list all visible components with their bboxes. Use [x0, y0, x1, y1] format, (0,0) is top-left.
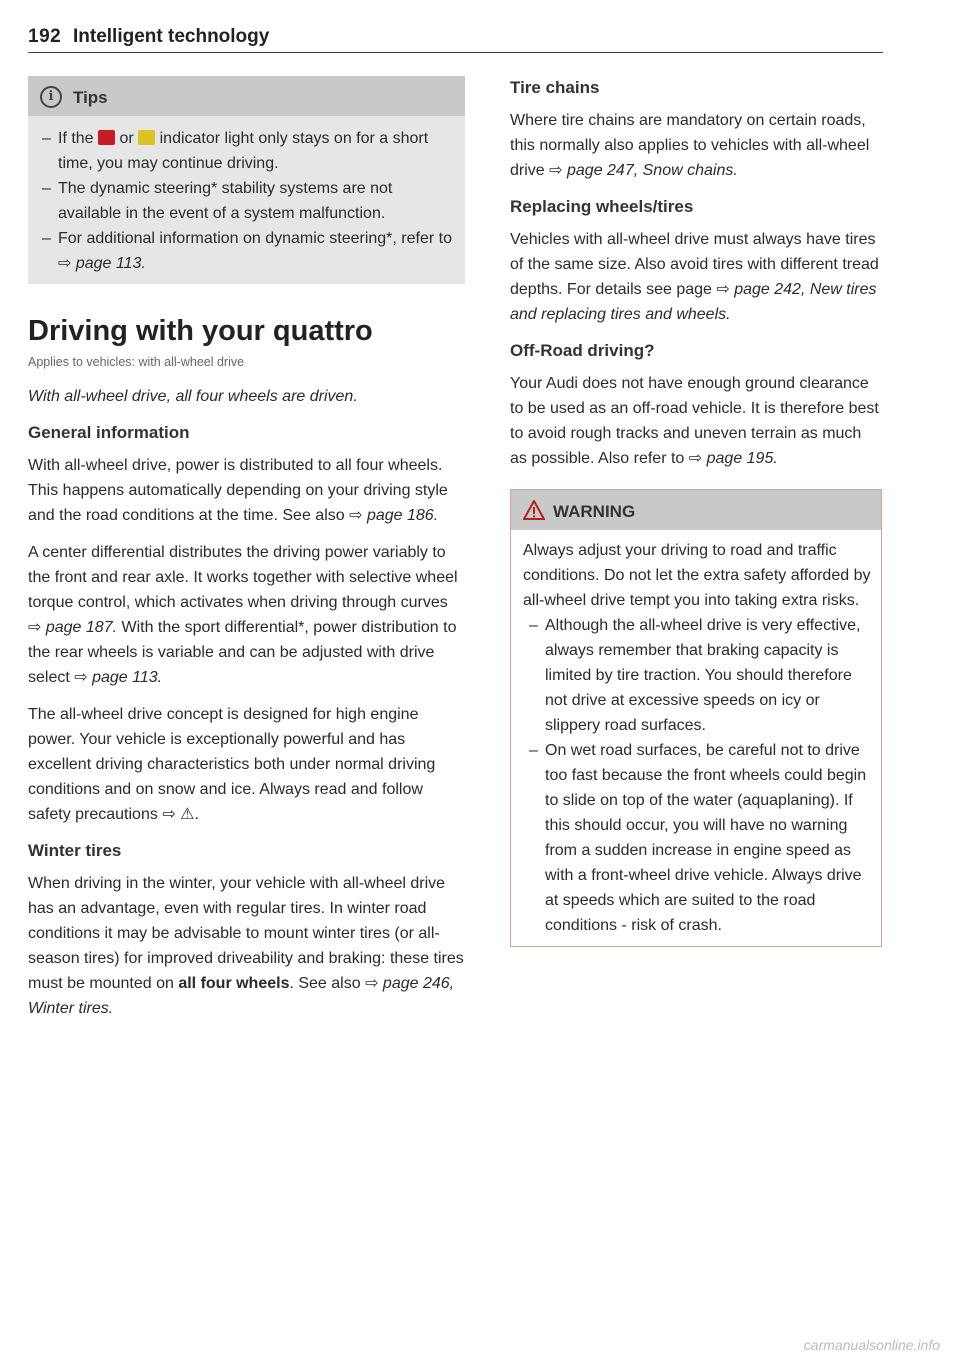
warning-list [523, 538, 871, 938]
section-title: Intelligent technology [73, 26, 270, 47]
page-link[interactable]: ⇨ page 186. [349, 507, 439, 524]
page-link[interactable]: ⇨ page 242, New tires and replacing tires and wheels. [510, 281, 877, 323]
warning-triangle-icon [523, 500, 545, 520]
right-column [510, 76, 882, 947]
tips-item: – If the or indicator light only stays on for a short time, you may continue driving. [36, 126, 455, 176]
offroad-heading: Off-Road driving? [510, 341, 655, 360]
page-header [28, 22, 883, 53]
watermark: carmanualsonline.info [803, 1337, 940, 1353]
tips-item: – For additional information on dynamic steering*, refer to ⇨ page 113. [36, 226, 455, 276]
tips-title: Tips [73, 88, 108, 107]
warning-item: – On wet road surfaces, be careful not to drive too fast because the front wheels could begin to slide on top of the water (aquaplaning). If this should occur, you will have no warning from a sudden increase in engine speed as with a front-wheel drive vehicle. Always drive at speeds which are suited to the road conditions - risk of crash. [523, 738, 871, 938]
warning-box [510, 489, 882, 947]
offroad-paragraph: Your Audi does not have enough ground clearance to be used as an off-road vehicle. It is therefore best to avoid rough tracks and uneven terrain as much as possible. Also refer to ⇨ page 195. [510, 375, 879, 467]
warning-title: WARNING [553, 502, 636, 521]
section-heading: Driving with your quattro [28, 315, 373, 347]
chains-paragraph: Where tire chains are mandatory on certain roads, this normally also applies to vehicles with all-wheel drive ⇨ page 247, Snow chains. [510, 112, 870, 179]
tips-box [28, 76, 465, 284]
page-number: 192 [28, 26, 62, 47]
steering-yellow-indicator-icon [138, 130, 155, 145]
page-link[interactable]: ⇨ page 113. [74, 669, 163, 686]
page-link[interactable]: ⇨ page 113. [58, 255, 146, 272]
winter-heading: Winter tires [28, 841, 122, 860]
tips-header [28, 76, 465, 116]
general-paragraph-1: With all-wheel drive, power is distributed to all four wheels. This happens automatically depending on your driving style and the road conditions at the time. See also ⇨ page 186. [28, 457, 448, 524]
tips-item: – The dynamic steering* stability systems are not available in the event of a system malfunction. [36, 176, 455, 226]
lead-text: With all-wheel drive, all four wheels are driven. [28, 388, 358, 405]
steering-red-indicator-icon [98, 130, 115, 145]
general-paragraph-3: The all-wheel drive concept is designed for high engine power. Your vehicle is exceptionally powerful and has excellent driving characteristics both under normal driving conditions and on snow and ice. Always read and follow safety precautions ⇨ ⚠. [28, 706, 436, 823]
replacing-heading: Replacing wheels/tires [510, 197, 694, 216]
page-link[interactable]: ⇨ page 187. [28, 619, 118, 636]
left-column [28, 76, 465, 1033]
page-link[interactable]: ⇨ page 247, Snow chains. [549, 162, 738, 179]
warning-link[interactable]: ⇨ ⚠. [162, 806, 199, 823]
page-link[interactable]: ⇨ page 195. [688, 450, 778, 467]
tips-list [28, 116, 465, 284]
general-heading: General information [28, 423, 190, 442]
chains-heading: Tire chains [510, 78, 600, 97]
info-icon: i [40, 86, 62, 108]
page-link[interactable]: ⇨ page 246, Winter tires. [28, 975, 455, 1017]
warning-header [511, 490, 881, 530]
replacing-paragraph: Vehicles with all-wheel drive must always have tires of the same size. Also avoid tires with different tread depths. For details see page ⇨ page 242, New tires and replacing tires and wheels. [510, 231, 879, 323]
winter-paragraph: When driving in the winter, your vehicle with all-wheel drive has an advantage, even with regular tires. In winter road conditions it may be advisable to mount winter tires (or all-season tires) for improved driveability and braking: these tires must be mounted on all four wheels. See also ⇨ page 246, Winter tires. [28, 875, 464, 1017]
warning-intro: Always adjust your driving to road and traffic conditions. Do not let the extra safety afforded by all-wheel drive tempt you into taking extra risks. [523, 542, 871, 609]
warning-item: – Although the all-wheel drive is very effective, always remember that braking capacity is limited by tire traction. You should therefore not drive at excessive speeds on icy or slippery road surfaces. [523, 613, 871, 738]
general-paragraph-2: A center differential distributes the driving power variably to the front and rear axle. It works together with selective wheel torque control, which activates when driving through curves ⇨ page 187. With the sport differential*, power distribution to the rear wheels is variable and can be adjusted with drive select ⇨ page 113. [28, 544, 458, 686]
applies-note: Applies to vehicles: with all-wheel drive [28, 355, 245, 369]
